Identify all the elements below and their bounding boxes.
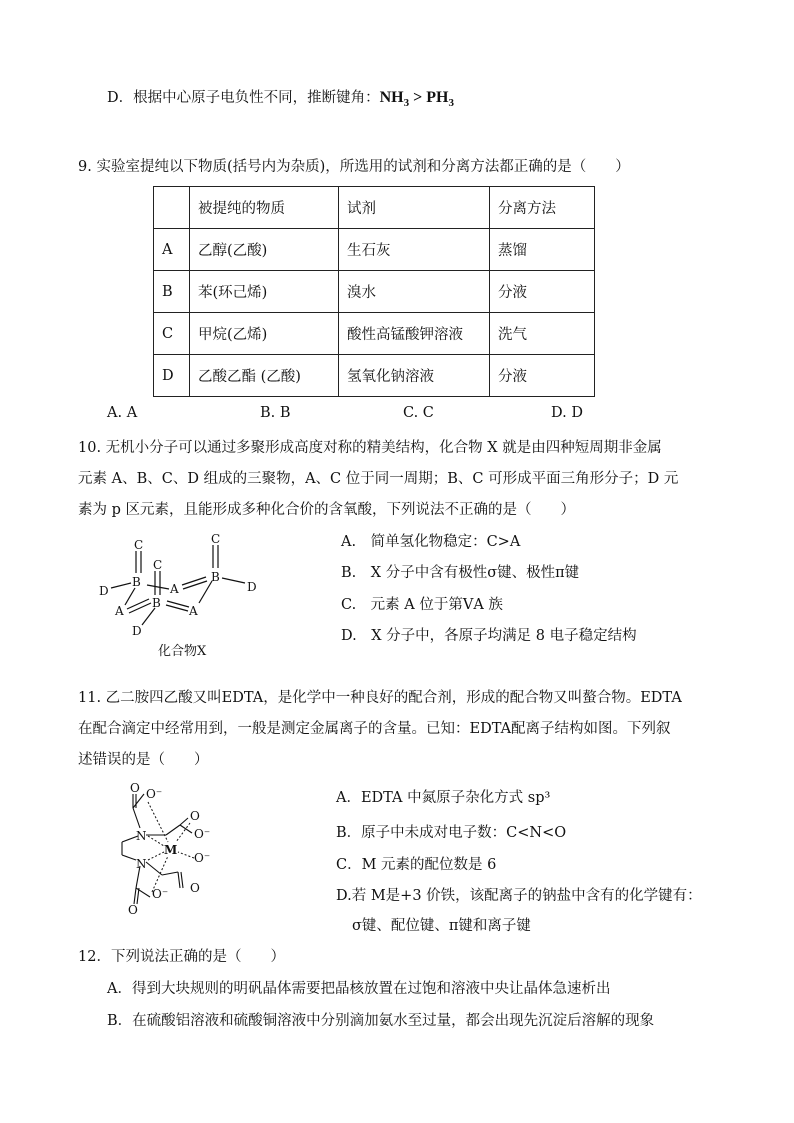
table-cell: D — [154, 355, 190, 397]
q11-stem-line-1: 11. 乙二胺四乙酸又叫EDTA，是化学中一种良好的配合剂，形成的配合物又叫螯合物。EDTA — [78, 690, 682, 706]
table-header-row — [154, 187, 595, 229]
atom-b-label: B — [152, 596, 161, 610]
table-cell: 氢氧化钠溶液 — [339, 355, 490, 397]
table-cell: 乙酸乙酯 (乙酸) — [190, 355, 339, 397]
atom-o-label: O — [190, 881, 200, 895]
q8-option-d-text: D．根据中心原子电负性不同，推断键角： — [107, 90, 380, 106]
q10-option-c: C. 元素 A 位于第ⅤA 族 — [341, 597, 503, 613]
table-cell: 生石灰 — [339, 229, 490, 271]
q9-table — [153, 186, 595, 397]
table-header-cell: 试剂 — [339, 187, 490, 229]
q10-option-b: B. X 分子中含有极性σ键、极性π键 — [341, 565, 580, 581]
atom-o-minus-label: O⁻ — [194, 827, 211, 841]
atom-b-label: B — [211, 570, 220, 584]
atom-o-label: O — [130, 781, 140, 795]
table-cell: 乙醇(乙酸) — [190, 229, 339, 271]
table-cell: A — [154, 229, 190, 271]
q11-stem-line-2: 在配合滴定中经常用到，一般是测定金属离子的含量。已知：EDTA配离子结构如图。下列叙 — [78, 721, 671, 737]
figure-caption: 化合物X — [158, 644, 207, 659]
q11-option-c: C．M 元素的配位数是 6 — [336, 857, 497, 873]
q12-option-b: B．在硫酸铝溶液和硫酸铜溶液中分别滴加氨水至过量，都会出现先沉淀后溶解的现象 — [107, 1013, 655, 1029]
q10-option-a: A. 简单氢化物稳定：C>A — [341, 534, 521, 550]
atom-o-label: O — [128, 903, 138, 917]
q10-stem-line-1: 10. 无机小分子可以通过多聚形成高度对称的精美结构，化合物 X 就是由四种短周期非金属 — [78, 440, 662, 456]
q10-option-d: D. X 分子中，各原子均满足 8 电子稳定结构 — [341, 628, 637, 644]
table-cell: C — [154, 313, 190, 355]
atom-a-label: A — [115, 604, 124, 618]
atom-a-label: A — [189, 604, 198, 618]
table-row — [154, 355, 595, 397]
table-cell: 蒸馏 — [490, 229, 595, 271]
q9-option-c: C. C — [403, 405, 434, 421]
q12-option-a: A．得到大块规则的明矾晶体需要把晶核放置在过饱和溶液中央让晶体急速析出 — [107, 981, 611, 997]
table-header-cell — [154, 187, 190, 229]
q9-option-d: D. D — [551, 405, 583, 421]
table-header-cell: 被提纯的物质 — [190, 187, 339, 229]
table-row — [154, 313, 595, 355]
q8-option-d — [107, 86, 454, 109]
q12-stem: 12．下列说法正确的是（ ） — [78, 949, 285, 965]
q10-stem-line-2: 元素 A、B、C、D 组成的三聚物，A、C 位于同一周期；B、C 可形成平面三角形分子；D 元 — [78, 471, 679, 487]
atom-d-label: D — [99, 584, 109, 598]
q9-option-b: B. B — [260, 405, 291, 421]
q11-option-d-cont: σ键、配位键、π键和离子键 — [352, 918, 531, 934]
table-header-cell: 分离方法 — [490, 187, 595, 229]
q8-formula-nh3: $NH_3 > PH_3$ — [379, 89, 454, 110]
q11-option-d: D.若 M是+3 价铁，该配离子的钠盐中含有的化学键有： — [336, 888, 702, 904]
table-cell: 甲烷(乙烯) — [190, 313, 339, 355]
atom-b-label: B — [132, 575, 141, 589]
atom-o-label: O — [190, 809, 200, 823]
atom-o-minus-label: O⁻ — [152, 887, 169, 901]
table-cell: 苯(环己烯) — [190, 271, 339, 313]
q10-stem-line-3: 素为 p 区元素，且能形成多种化合价的含氧酸，下列说法不正确的是（ ） — [78, 502, 575, 518]
table-cell: 酸性高锰酸钾溶液 — [339, 313, 490, 355]
atom-c-label: C — [134, 538, 144, 552]
atom-n-label: N — [136, 857, 147, 871]
table-row — [154, 229, 595, 271]
atom-d-label: D — [132, 624, 142, 638]
atom-m-label: M — [164, 843, 178, 857]
atom-o-minus-label: O⁻ — [146, 787, 163, 801]
table-cell: 分液 — [490, 271, 595, 313]
atom-c-label: C — [211, 533, 221, 546]
atom-n-label: N — [136, 829, 147, 843]
atom-o-minus-label: O⁻ — [194, 851, 211, 865]
q11-option-b: B．原子中未成对电子数：C<N<O — [336, 825, 567, 841]
q11-option-a: A．EDTA 中氮原子杂化方式 sp³ — [336, 790, 551, 806]
edta-complex-structure — [100, 780, 230, 920]
q9-stem: 9. 实验室提纯以下物质(括号内为杂质)，所选用的试剂和分离方法都正确的是（ ） — [78, 159, 630, 175]
table-cell: 溴水 — [339, 271, 490, 313]
table-cell: 洗气 — [490, 313, 595, 355]
atom-a-label: A — [170, 582, 179, 596]
atom-d-label: D — [247, 580, 257, 594]
q11-stem-line-3: 述错误的是（ ） — [78, 752, 209, 768]
table-cell: 分液 — [490, 355, 595, 397]
table-row — [154, 271, 595, 313]
table-cell: B — [154, 271, 190, 313]
q9-option-a: A. A — [107, 405, 138, 421]
atom-c-label: C — [153, 558, 163, 572]
